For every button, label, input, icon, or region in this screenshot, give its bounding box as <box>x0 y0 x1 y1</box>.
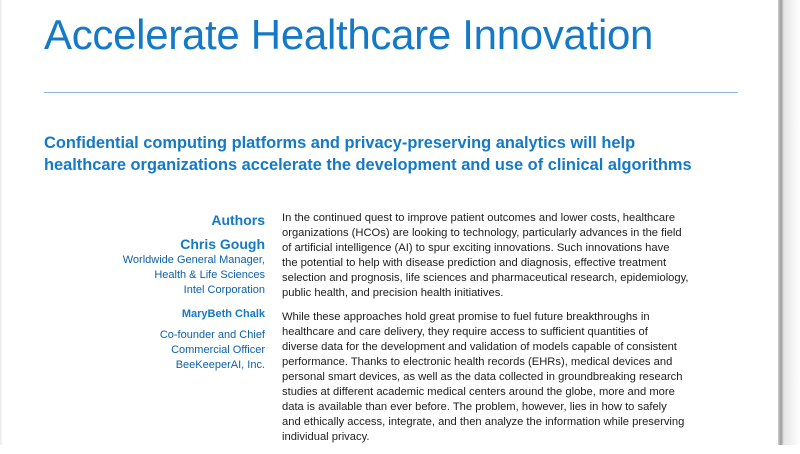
body-paragraph <box>282 211 772 301</box>
authors-sidebar <box>90 211 265 373</box>
author-role: Co-founder and Chief <box>159 329 265 341</box>
body-text <box>282 211 772 454</box>
body-line: While these approaches hold great promise to fuel future breakthroughs in <box>282 311 650 323</box>
body-paragraph <box>282 310 772 445</box>
title-divider <box>44 92 738 93</box>
body-line: personal smart devices, as well as the data collected in groundbreaking research <box>282 371 683 383</box>
body-line: individual privacy. <box>282 431 370 443</box>
author-organization: Intel Corporation <box>183 284 265 296</box>
author-name: Chris Gough <box>180 236 265 252</box>
body-line: and ethically access, integrate, and then analyze the information while preserving <box>282 416 685 428</box>
page-edge-shadow <box>778 0 800 445</box>
author-name: MaryBeth Chalk <box>181 308 265 320</box>
author-role: Health & Life Sciences <box>154 269 265 281</box>
authors-heading: Authors <box>211 212 265 228</box>
body-line: of artificial intelligence (AI) to spur exciting innovations. Such innovations have <box>282 242 670 254</box>
body-line: public health, and precision health initiatives. <box>282 287 504 299</box>
page-edge-left <box>0 0 3 445</box>
body-line: data is available than ever before. The problem, however, lies in how to safely <box>282 401 667 413</box>
body-line: In the continued quest to improve patient outcomes and lower costs, healthcare <box>282 212 676 224</box>
author-organization: BeeKeeperAI, Inc. <box>175 359 265 371</box>
body-line: performance. Thanks to electronic health records (EHRs), medical devices and <box>282 356 673 368</box>
document-subtitle <box>44 132 764 176</box>
author-role: Commercial Officer <box>171 344 265 356</box>
body-line: selection and prognosis, life sciences and pharmaceutical research, epidemiology, <box>282 272 689 284</box>
subtitle-line: healthcare organizations accelerate the development and use of clinical algorithms <box>44 156 692 174</box>
author-role: Worldwide General Manager, <box>122 254 265 266</box>
body-line: organizations (HCOs) are looking to technology, particularly advances in the field <box>282 227 682 239</box>
body-line: healthcare and care delivery, they require access to sufficient quantities of <box>282 326 648 338</box>
subtitle-line: Confidential computing platforms and privacy-preserving analytics will help <box>44 134 636 152</box>
document-title: Accelerate Healthcare Innovation <box>44 11 654 58</box>
body-line: studies at different academic medical centers around the globe, more and more <box>282 386 675 398</box>
body-line: diverse data for the development and validation of models capable of consistent <box>282 341 677 353</box>
body-line: the potential to help with disease prediction and diagnosis, effective treatment <box>282 257 667 269</box>
